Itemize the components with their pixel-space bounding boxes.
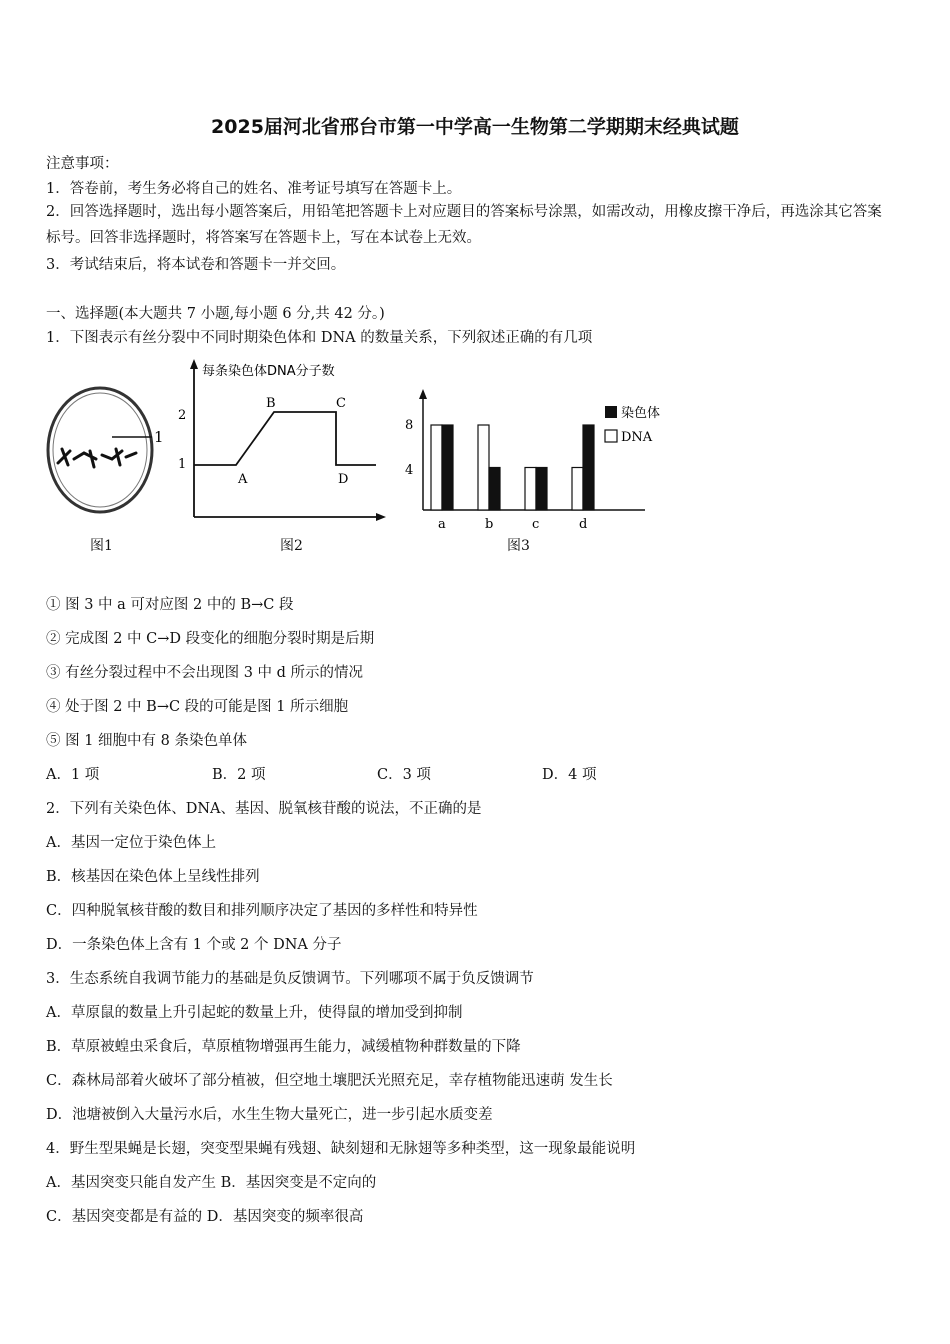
chromosome-row (58, 449, 136, 467)
question-stem: 2．下列有关染色体、DNA、基因、脱氧核苷酸的说法，不正确的是 (46, 801, 482, 817)
point-b-label: B (266, 396, 276, 411)
option-b: B．草原被蝗虫采食后，草原植物增强再生能力，减缓植物种群数量的下降 (46, 1039, 521, 1055)
option-row: C．基因突变都是有益的 D．基因突变的频率很高 (46, 1209, 364, 1225)
point-a-label: A (238, 472, 248, 487)
x-tick-label-d: d (579, 517, 588, 532)
x-tick-label-c: c (532, 517, 540, 532)
figure-group (40, 355, 680, 565)
y-axis-arrow (419, 389, 427, 399)
legend-dna-label: DNA (621, 430, 653, 445)
legend-chromosome-swatch (605, 406, 617, 418)
y-axis-label: 每条染色体DNA分子数 (202, 364, 335, 379)
notice-heading: 注意事项： (46, 156, 119, 172)
option-row: A．基因突变只能自发产生 B．基因突变是不定向的 (46, 1175, 377, 1191)
option-d: D．一条染色体上含有 1 个或 2 个 DNA 分子 (46, 937, 342, 953)
legend-dna-swatch (605, 430, 617, 442)
option-c: C．森林局部着火破坏了部分植被，但空地土壤肥沃光照充足，幸存植物能迅速萌 发生长 (46, 1073, 613, 1089)
option-d: D．池塘被倒入大量污水后，水生生物大量死亡，进一步引起水质变差 (46, 1107, 493, 1123)
page-title: 2025届河北省邢台市第一中学高一生物第二学期期末经典试题 (211, 116, 739, 138)
option-b: B．2 项 (212, 767, 266, 783)
statement: ③ 有丝分裂过程中不会出现图 3 中 d 所示的情况 (46, 665, 364, 681)
notice-item: 1．答卷前，考生务必将自己的姓名、准考证号填写在答题卡上。 (46, 181, 462, 197)
section-heading: 一、选择题(本大题共 7 小题,每小题 6 分,共 42 分。) (46, 306, 385, 322)
figure-1-cell (40, 355, 180, 535)
bar-dna-b (478, 425, 489, 510)
bar-dna-c (525, 468, 536, 511)
y-tick-1: 1 (178, 457, 187, 472)
statement: ① 图 3 中 a 可对应图 2 中的 B→C 段 (46, 597, 294, 613)
statement: ④ 处于图 2 中 B→C 段的可能是图 1 所示细胞 (46, 699, 349, 715)
bar-chromosome-d (583, 425, 594, 510)
point-d-label: D (338, 472, 349, 487)
statement: ⑤ 图 1 细胞中有 8 条染色单体 (46, 733, 247, 749)
figure-2-graph (170, 355, 400, 535)
option-d: D．4 项 (542, 767, 597, 783)
dna-per-chromosome-line (194, 412, 376, 465)
bar-chromosome-a (442, 425, 453, 510)
notice-item: 2．回答选择题时，选出每小题答案后，用铅笔把答题卡上对应题目的答案标号涂黑，如需改动，用橡皮擦干净后，再选涂其它答案标号。回答非选择题时，将答案写在答题卡上，写在本试卷上无效。 (46, 204, 882, 246)
y-tick-8: 8 (405, 418, 414, 433)
option-b: B．核基因在染色体上呈线性排列 (46, 869, 260, 885)
bar-dna-d (572, 468, 583, 511)
figure-3-bar-chart (405, 385, 680, 535)
x-axis-arrow (376, 513, 386, 521)
pointer-label: 1 (154, 428, 164, 446)
point-c-label: C (336, 396, 346, 411)
y-axis-arrow (190, 359, 198, 369)
legend-chromosome-label: 染色体 (621, 406, 661, 421)
y-tick-2: 2 (178, 408, 187, 423)
figure-3-label: 图3 (507, 538, 530, 554)
y-tick-4: 4 (405, 463, 414, 478)
x-tick-label-b: b (485, 517, 494, 532)
option-a: A．1 项 (46, 767, 100, 783)
question-stem: 1．下图表示有丝分裂中不同时期染色体和 DNA 的数量关系，下列叙述正确的有几项 (46, 330, 593, 346)
option-a: A．基因一定位于染色体上 (46, 835, 216, 851)
question-stem: 4．野生型果蝇是长翅，突变型果蝇有残翅、缺刻翅和无脉翅等多种类型，这一现象最能说明 (46, 1141, 636, 1157)
figure-1-label: 图1 (90, 538, 113, 554)
cell-membrane-inner (53, 393, 147, 507)
question-stem: 3．生态系统自我调节能力的基础是负反馈调节。下列哪项不属于负反馈调节 (46, 971, 534, 987)
option-a: A．草原鼠的数量上升引起蛇的数量上升，使得鼠的增加受到抑制 (46, 1005, 463, 1021)
bar-chromosome-c (536, 468, 547, 511)
bar-chromosome-b (489, 468, 500, 511)
bar-dna-a (431, 425, 442, 510)
figure-2-label: 图2 (280, 538, 303, 554)
option-c: C．3 项 (377, 767, 431, 783)
notice-item: 3．考试结束后，将本试卷和答题卡一并交回。 (46, 257, 346, 273)
statement: ② 完成图 2 中 C→D 段变化的细胞分裂时期是后期 (46, 631, 375, 647)
x-tick-label-a: a (438, 517, 446, 532)
option-c: C．四种脱氧核苷酸的数目和排列顺序决定了基因的多样性和特异性 (46, 903, 478, 919)
